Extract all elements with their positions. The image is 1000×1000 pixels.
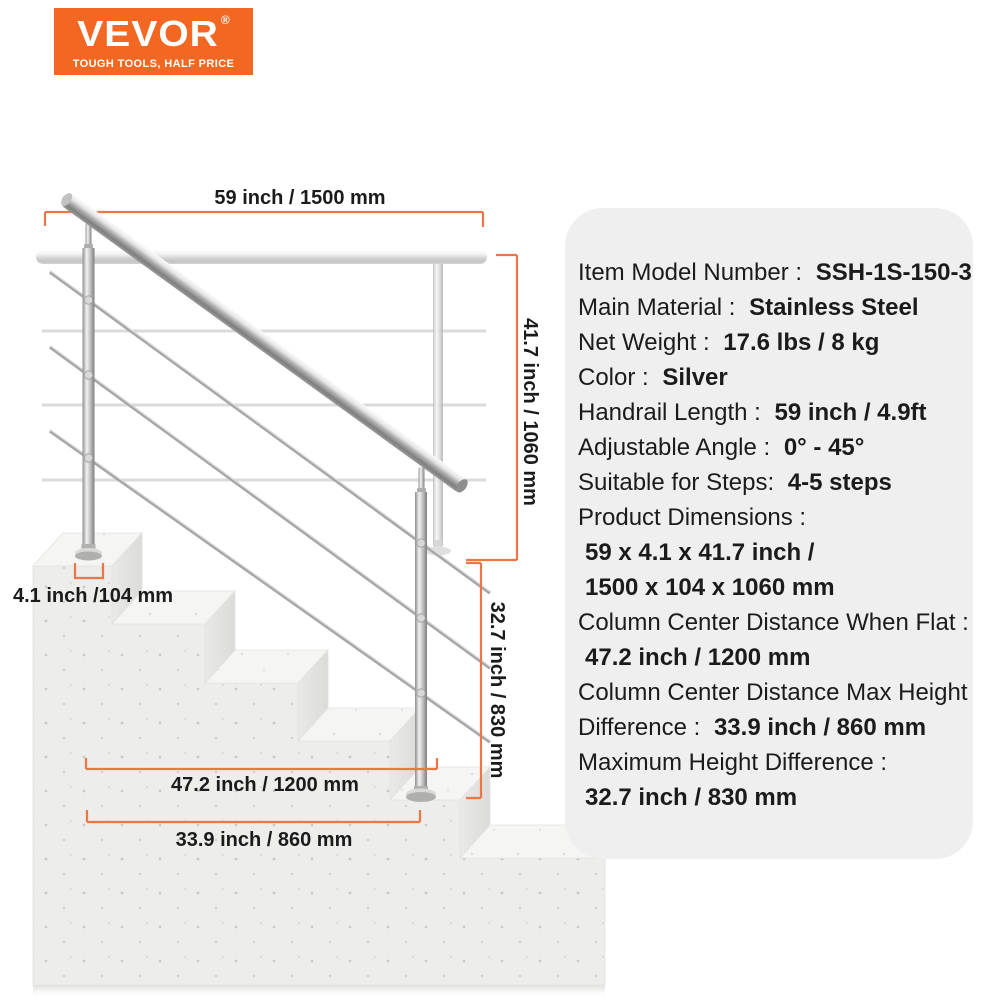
spec-label: Adjustable Angle :	[578, 434, 777, 461]
spec-label: Main Material :	[578, 294, 743, 321]
label-center-max: 33.9 inch / 860 mm	[175, 829, 353, 851]
label-center-flat: 47.2 inch / 1200 mm	[171, 774, 359, 796]
spec-line	[578, 605, 969, 640]
spec-line	[578, 745, 963, 780]
spec-value: 0° - 45°	[783, 434, 865, 461]
spec-value: Stainless Steel	[749, 294, 919, 321]
spec-value: 4-5 steps	[787, 469, 892, 496]
spec-value: SSH-1S-150-3	[815, 259, 972, 286]
spec-list	[578, 255, 972, 815]
spec-line	[578, 290, 963, 325]
dimension-height-flat	[466, 255, 517, 560]
ghost-post-right	[425, 264, 451, 556]
spec-line	[578, 535, 963, 570]
spec-label: Item Model Number :	[578, 259, 809, 286]
spec-label: Product Dimensions :	[578, 504, 807, 531]
handrail-sloped	[58, 191, 470, 495]
post-left	[75, 223, 102, 561]
spec-label: Net Weight :	[578, 329, 717, 356]
spec-line	[578, 255, 972, 290]
label-top-length: 59 inch / 1500 mm	[214, 187, 386, 209]
spec-value: 33.9 inch / 860 mm	[713, 714, 927, 741]
spec-label: Difference :	[578, 714, 707, 741]
registered-mark: ®	[220, 13, 230, 27]
label-height-diff: 32.7 inch / 830 mm	[486, 601, 508, 779]
spec-label: Suitable for Steps:	[578, 469, 781, 496]
spec-value: 32.7 inch / 830 mm	[585, 784, 798, 811]
spec-value: 1500 x 104 x 1060 mm	[585, 574, 835, 601]
label-height-flat: 41.7 inch / 1060 mm	[519, 318, 541, 506]
spec-panel	[565, 208, 973, 859]
spec-value: 59 x 4.1 x 41.7 inch /	[585, 539, 815, 566]
vevor-brand-text: VEVOR	[77, 14, 219, 55]
label-base-width: 4.1 inch /104 mm	[13, 585, 174, 607]
spec-line	[578, 570, 963, 605]
vevor-tagline: TOUGH TOOLS, HALF PRICE	[72, 58, 235, 70]
spec-line	[578, 360, 963, 395]
spec-line	[578, 500, 963, 535]
spec-label: Column Center Distance Max Height	[578, 679, 968, 706]
spec-value: 17.6 lbs / 8 kg	[723, 329, 880, 356]
spec-value: 47.2 inch / 1200 mm	[585, 644, 811, 671]
spec-line	[578, 780, 963, 815]
spec-line	[578, 710, 963, 745]
spec-line	[578, 395, 963, 430]
vevor-logo	[54, 8, 253, 75]
dimension-height-diff	[466, 563, 481, 798]
spec-label: Color :	[578, 364, 656, 391]
spec-value: 59 inch / 4.9ft	[774, 399, 927, 426]
spec-label: Maximum Height Difference :	[578, 749, 887, 776]
spec-label: Handrail Length :	[578, 399, 768, 426]
spec-line	[578, 465, 963, 500]
spec-line	[578, 325, 963, 360]
spec-label: Column Center Distance When Flat :	[578, 609, 969, 636]
spec-value: Silver	[662, 364, 728, 391]
spec-line	[578, 430, 963, 465]
floor-shadow	[33, 985, 605, 999]
spec-line	[578, 640, 963, 675]
spec-line	[578, 675, 968, 710]
